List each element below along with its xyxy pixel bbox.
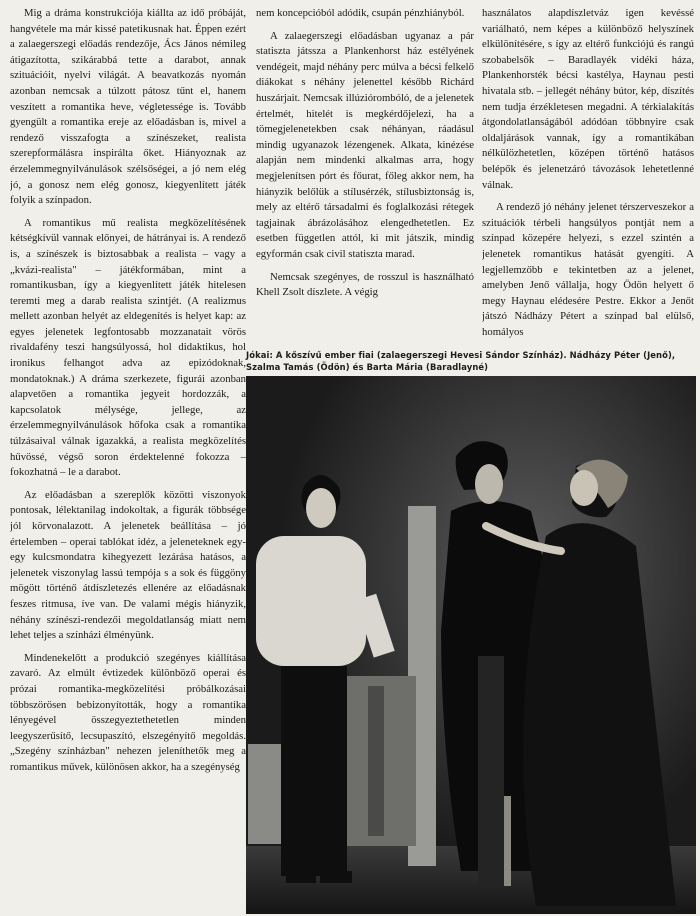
photo-caption: Jókai: A kőszívű ember fiai (zalaegerszegi Hevesi Sándor Színház). Nádházy Péter (Jenő), Szalma Tamás (Ödön) és Barta Mária (Baradlayné) [246, 350, 676, 372]
article-column-left [10, 6, 246, 910]
stage-photo [246, 376, 696, 914]
article-column-middle [256, 6, 474, 340]
paragraph: Mindenekelőtt a produkció szegényes kiállítása zavaró. Az elmúlt évtizedek különböző operai és prózai romantika-megközelítési próbálkozásai többszörösen bebizonyították, hogy a romantika lényegével összegyeztethetetlen minden leegyszerűsítő, lecsupaszító, elszegényítő megoldás. „Szegény színházban" nehezen jeleníthetők meg a romantikus művek, különösen akkor, ha a szegénység [10, 651, 246, 773]
paragraph: Az előadásban a szereplők közötti viszonyok pontosak, lélektanilag indokoltak, a figurák többsége jól körvonalazott. A jelenetek beállítása – jó értelemben – operai tablókat idéz, a jeleneteknek egy-egy kulcsmondatra kihegyezett lezárása hatásos, a jelenetek viszonylag lassú tempója s a sok és függöny mögött történő átdíszletezés ellenére az előadásnak feszes ritmusa, íve van. De valami mégis hiányzik, néhány színészi-rendezői megoldatlanság miatt nem lehet teljes a színházi élményünk. [10, 488, 246, 642]
paragraph: Mig a dráma konstrukciója kiállta az idő próbáját, hangvétele ma már kissé patetikusnak hat. Éppen ezért a zalaegerszegi előadás rendezője, Ács János némileg átigazította, szikárabbá tette a darabot, annak szituációit, nyelvi világát. A beavatkozás nyomán azonban nemcsak a túlzott pátosz tűnt el, hanem veszített a romantika heve, végletessége is. Tovább gyengült a romantika ereje az előadásban is, mivel a rendező visszafogta a színészeket, realista szerepformálásra inspirálta őket. Hiányoznak az érzelemmegnyilvánulások szélsőségei, a jó nem elég jó, a gonosz nem elég gonosz, kiegyenlített játék folyik a színpadon. [10, 7, 246, 207]
paragraph: A rendező jó néhány jelenet térszerveszekor a szituációk térbeli hangsúlyos pontját nem a színpad közepére helyezi, s ezzel szintén a jelenetek romantikus hatását gyengíti. A legjellemzőbb e tekintetben az a jelenet, amelyben Jenő vállalja, hogy Ödön helyett ő megy Haynau elédesére Pestre. Ekkor a Jenőt játszó Nádházy Pétert a színpad bal elülső, homályos [482, 201, 694, 338]
paragraph: használatos alapdíszletváz igen kevéssé variálható, nem képes a különböző helyszínek elkülönítésére, s így az eltérő funkciójú és rangú szobabelsők – Baradlayék vidéki háza, Plankenhorsték bécsi kastélya, Haynau pesti hivatala stb. – jellegét néhány bútor, kép, díszítés nem tudja érzékletesen megadni. A térkialakítás átgondolatlanságából adódóan többnyire csak oldaljárások vannak, így a romantikában nélkülözhetetlen, középen történő hatásos belépők és jelenetzáró távozások lehetetlenné válnak. [482, 7, 694, 191]
paragraph: Nemcsak szegényes, de rosszul is használható Khell Zsolt díszlete. A végig [256, 270, 474, 299]
paragraph: A romantikus mű realista megközelítésének kétségkívül vannak előnyei, de hátrányai is. A rendező is, a színészek is biztosabbak a realista – vagy a „kvázi-realista" – játékformában, mint a romantikusban, így a kiegyenlített játék hitelesen teremti meg a darab realista szintjét. (A realizmus mellett azonban helyét az eldegenítés is helyet kap: az egyes jelenetek legfontosabb mozzanatait vörös rivaldafény teszi hangsúlyossá, hol didaktikus, hol ironikus felhangot adva az epizódoknak, mondatoknak.) A dráma szerkezete, figurái azonban alapvetően a romantika jegyeit hordozzák, a kapcsolatok mélysége, jellege, az érzelemmegnyilvánulások hőfoka csak a romantika túlzásaival válnak igazakká, a realista megközelítés hűvössé, végső soron érdektelenné fokozza – fokozhatná – le a darabot. [10, 216, 246, 479]
paragraph: nem koncepcióból adódik, csupán pénzhiányból. [256, 7, 465, 19]
article-column-right [482, 6, 694, 340]
paragraph: A zalaegerszegi előadásban ugyanaz a pár statiszta játssza a Plankenhorst ház estélyének vendégeit, majd néhány perc múlva a bécsi felkelő diákokat s néhány jelenettel később Richárd huszárjait. Nemcsak illúziórombóló, de a jelenetek értelmét, hitelét is megkérdőjelezi, ha a tömegjelenetekben csak néhányan, ráadásul mindig ugyanazok lézengenek. Alkata, kinézése alapján nem mindenki alkalmas arra, hogy megjelenítsen pórt és főurat, főleg akkor nem, ha hiányzik belőlük a stílusérzék, stílusbiztonság is, mely az eltérő társadalmi és foglalkozási rétegek tagjainak ábrázolásához elengedhetetlen. Ez esetben független attól, ki mit játszik, mindig egyformán csak civil statiszta marad. [256, 29, 474, 260]
